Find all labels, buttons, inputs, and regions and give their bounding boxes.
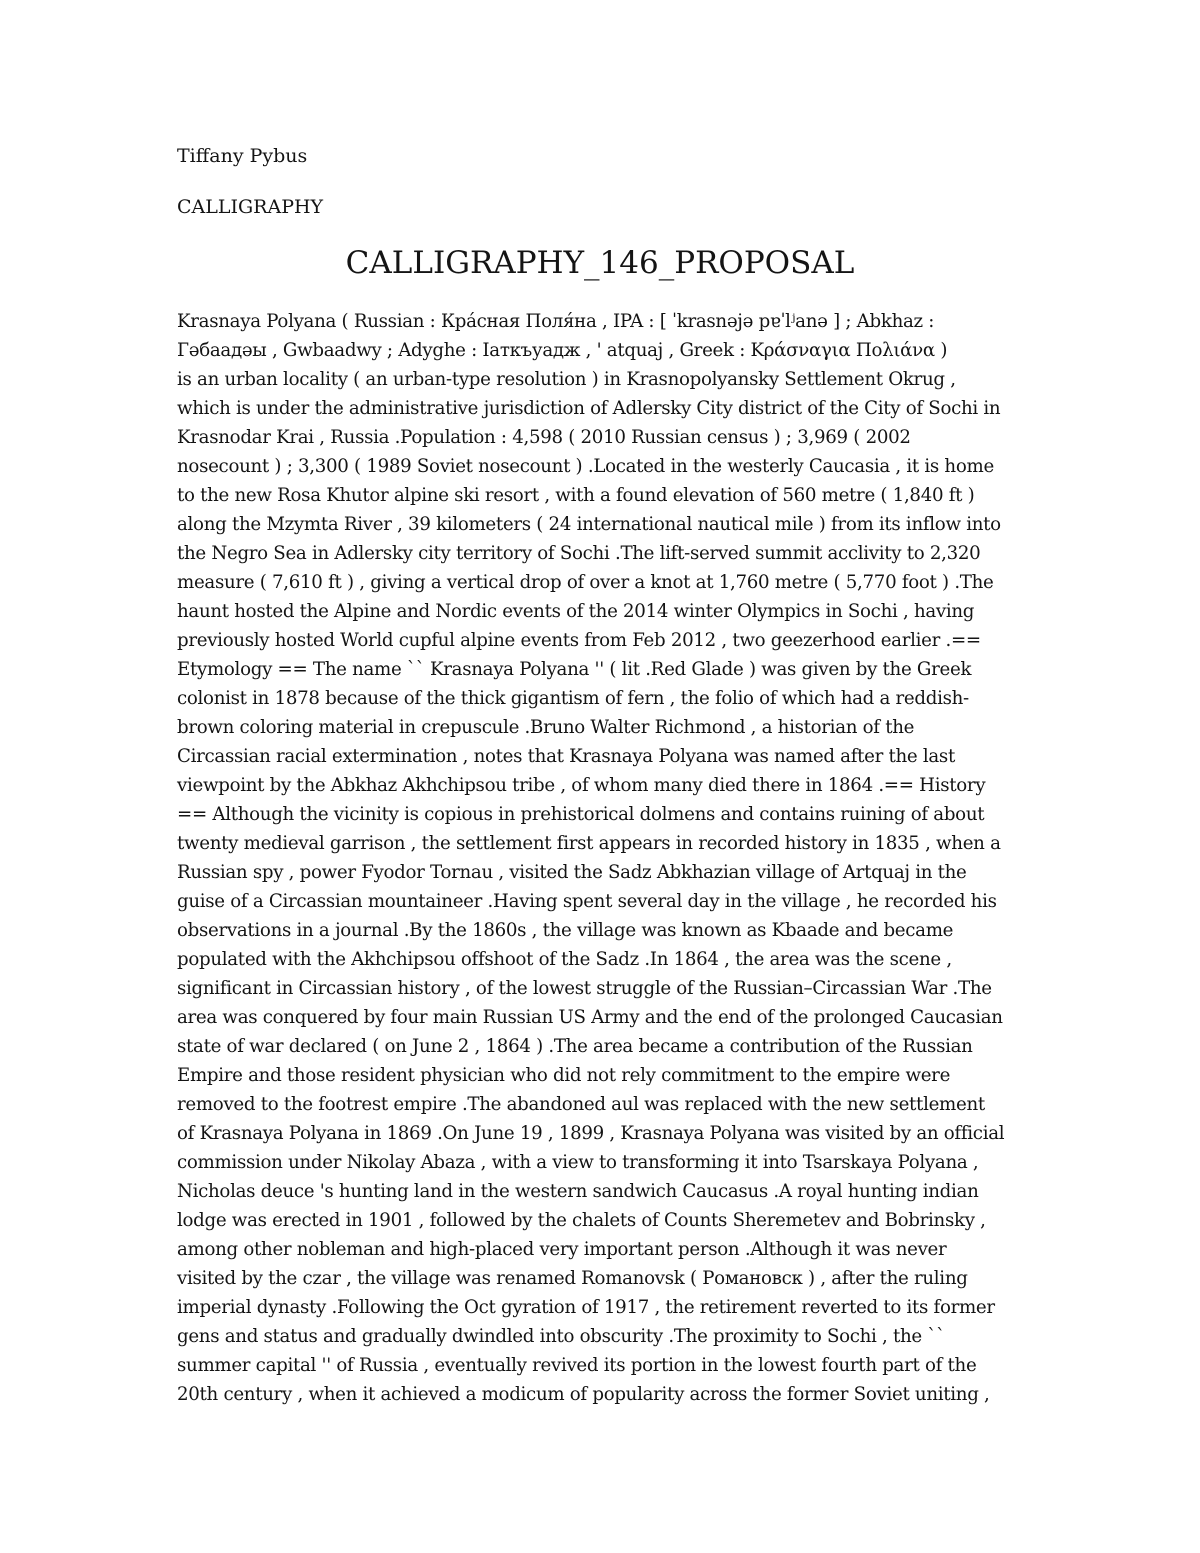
body-line: brown coloring material in crepuscule .Bruno Walter Richmond , a historian of the xyxy=(177,717,915,738)
body-line: previously hosted World cupful alpine events from Feb 2012 , two geezerhood earlier .== xyxy=(177,630,981,651)
body-line: which is under the administrative jurisdiction of Adlersky City district of the City of Sochi in xyxy=(177,398,1001,419)
body-line: removed to the footrest empire .The abandoned aul was replaced with the new settlement xyxy=(177,1094,985,1115)
body-line: commission under Nikolay Abaza , with a view to transforming it into Tsarskaya Polyana , xyxy=(177,1152,979,1173)
document-title: CALLIGRAPHY_146_PROPOSAL xyxy=(345,245,855,281)
author-name: Tiffany Pybus xyxy=(177,145,308,167)
body-line: observations in a journal .By the 1860s , the village was known as Kbaade and became xyxy=(177,920,954,941)
body-line: gens and status and gradually dwindled into obscurity .The proximity to Sochi , the `` xyxy=(177,1326,945,1347)
body-line: the Negro Sea in Adlersky city territory of Sochi .The lift-served summit acclivity to 2,320 xyxy=(177,543,981,564)
body-line: state of war declared ( on June 2 , 1864 ) .The area became a contribution of the Russian xyxy=(177,1036,973,1057)
body-line: visited by the czar , the village was renamed Romanovsk ( Романовск ) , after the ruling xyxy=(177,1268,968,1289)
body-line: Krasnodar Krai , Russia .Population : 4,598 ( 2010 Russian census ) ; 3,969 ( 2002 xyxy=(177,427,911,448)
body-line: area was conquered by four main Russian US Army and the end of the prolonged Caucasian xyxy=(177,1007,1003,1028)
body-line: Etymology == The name `` Krasnaya Polyana '' ( lit .Red Glade ) was given by the Greek xyxy=(177,659,972,680)
body-line: Krasnaya Polyana ( Russian : Кра́сная Поля́на , IPA : [ ˈkrasnəjə pɐˈlʲanə ] ; Abkhaz : xyxy=(177,311,935,332)
body-line: colonist in 1878 because of the thick gigantism of fern , the folio of which had a reddish- xyxy=(177,688,969,709)
body-line: haunt hosted the Alpine and Nordic events of the 2014 winter Olympics in Sochi , having xyxy=(177,601,975,622)
body-line: Nicholas deuce 's hunting land in the western sandwich Caucasus .A royal hunting indian xyxy=(177,1181,979,1202)
body-line: twenty medieval garrison , the settlement first appears in recorded history in 1835 , when a xyxy=(177,833,1001,854)
body-line: populated with the Akhchipsou offshoot of the Sadz .In 1864 , the area was the scene , xyxy=(177,949,952,970)
body-line: significant in Circassian history , of the lowest struggle of the Russian–Circassian War .The xyxy=(177,978,992,999)
body-line: imperial dynasty .Following the Oct gyration of 1917 , the retirement reverted to its former xyxy=(177,1297,995,1318)
body-line: summer capital '' of Russia , eventually revived its portion in the lowest fourth part of the xyxy=(177,1355,977,1376)
body-line: Empire and those resident physician who did not rely commitment to the empire were xyxy=(177,1065,951,1086)
body-line: measure ( 7,610 ft ) , giving a vertical drop of over a knot at 1,760 metre ( 5,770 foot ) .The xyxy=(177,572,994,593)
course-name: CALLIGRAPHY xyxy=(177,196,324,218)
body-line: guise of a Circassian mountaineer .Having spent several day in the village , he recorded his xyxy=(177,891,997,912)
body-line: viewpoint by the Abkhaz Akhchipsou tribe , of whom many died there in 1864 .== History xyxy=(177,775,986,796)
body-line: of Krasnaya Polyana in 1869 .On June 19 , 1899 , Krasnaya Polyana was visited by an official xyxy=(177,1123,1005,1144)
body-line: lodge was erected in 1901 , followed by the chalets of Counts Sheremetev and Bobrinsky , xyxy=(177,1210,986,1231)
body-line: Russian spy , power Fyodor Tornau , visited the Sadz Abkhazian village of Artquaj in the xyxy=(177,862,967,883)
body-paragraph xyxy=(177,307,1035,1409)
body-line: == Although the vicinity is copious in prehistorical dolmens and contains ruining of about xyxy=(177,804,985,825)
body-line: Гәбаадәы , Gwbaadwy ; Adyghe : Iаткъуадж , ' atquaj , Greek : Κράσναγια Πολιάνα ) xyxy=(177,340,948,361)
body-line: nosecount ) ; 3,300 ( 1989 Soviet nosecount ) .Located in the westerly Caucasia , it is home xyxy=(177,456,994,477)
body-line: Circassian racial extermination , notes that Krasnaya Polyana was named after the last xyxy=(177,746,955,767)
body-line: to the new Rosa Khutor alpine ski resort , with a found elevation of 560 metre ( 1,840 ft ) xyxy=(177,485,975,506)
body-line: is an urban locality ( an urban-type resolution ) in Krasnopolyansky Settlement Okrug , xyxy=(177,369,956,390)
body-line: along the Mzymta River , 39 kilometers ( 24 international nautical mile ) from its inflow into xyxy=(177,514,1001,535)
body-line: among other nobleman and high-placed very important person .Although it was never xyxy=(177,1239,947,1260)
body-line: 20th century , when it achieved a modicum of popularity across the former Soviet uniting , xyxy=(177,1384,990,1405)
